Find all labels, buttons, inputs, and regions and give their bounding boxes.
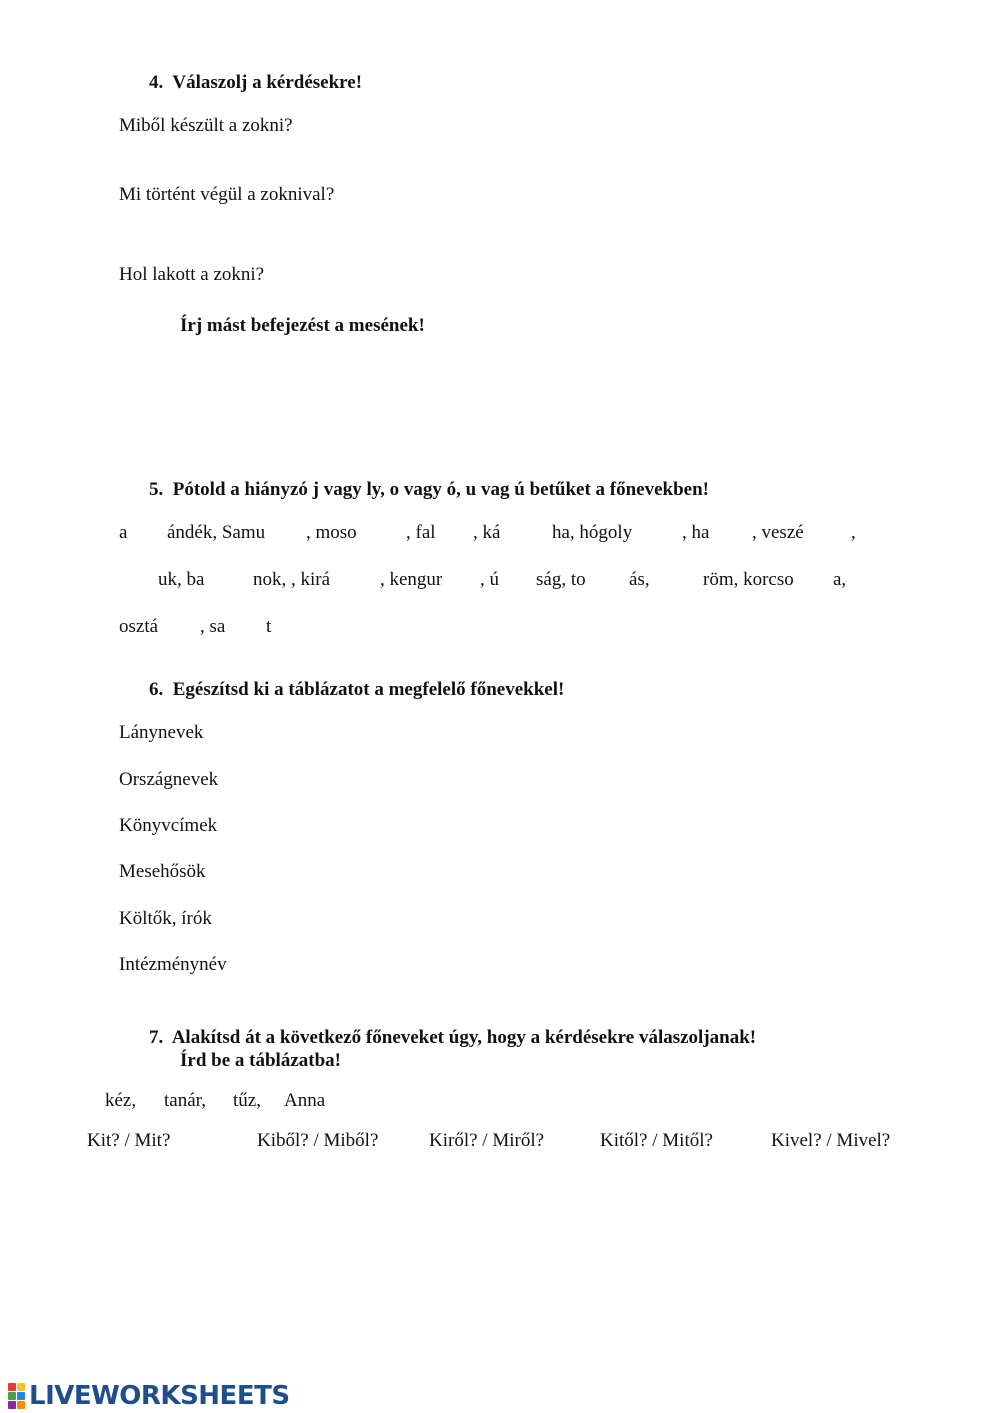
q5-fragment: a (119, 522, 128, 543)
q5-fragment: , sa (200, 616, 226, 637)
q4-heading: 4. Válaszolj a kérdésekre! (149, 72, 363, 93)
q5-fragment: , ká (473, 522, 501, 543)
q6-row-label: Könyvcímek (119, 815, 218, 836)
q6-row-label: Mesehősök (119, 861, 206, 882)
q6-row-label: Országnevek (119, 769, 219, 790)
q5-fragment: nok, , kirá (253, 569, 331, 590)
q4-question-1: Miből készült a zokni? (119, 115, 293, 136)
q5-fragment: ás, (629, 569, 650, 590)
q5-fragment: ság, to (536, 569, 586, 590)
q5-fragment: , ú (480, 569, 499, 590)
q7-heading: 7. Alakítsd át a következő főneveket úgy, hogy a kérdésekre válaszoljanak! (149, 1027, 757, 1048)
q5-fragment: , ha (682, 522, 710, 543)
q7-word: tűz, (233, 1090, 261, 1111)
q5-fragment: , veszé (752, 522, 804, 543)
q7-column-header: Kiből? / Miből? (257, 1130, 379, 1151)
q5-fragment: a, (833, 569, 847, 590)
liveworksheets-logo[interactable] (8, 1382, 290, 1410)
q7-column-header: Kivel? / Mivel? (771, 1130, 891, 1151)
q4-question-3: Hol lakott a zokni? (119, 264, 265, 285)
q7-column-header: Kitől? / Mitől? (600, 1130, 713, 1151)
q7-column-header: Kiről? / Miről? (429, 1130, 545, 1151)
q5-fragment: osztá (119, 616, 159, 637)
q6-row-label: Intézménynév (119, 954, 227, 975)
q5-heading: 5. Pótold a hiányzó j vagy ly, o vagy ó, u vag ú betűket a főnevekben! (149, 479, 710, 500)
q7-heading-line-2: Írd be a táblázatba! (180, 1050, 341, 1071)
q7-word: tanár, (164, 1090, 206, 1111)
q5-fragment: t (266, 616, 272, 637)
logo-block (17, 1383, 25, 1391)
q5-fragment: , fal (406, 522, 436, 543)
q4-question-2: Mi történt végül a zoknival? (119, 184, 335, 205)
liveworksheets-logo-icon (8, 1383, 25, 1409)
q6-heading: 6. Egészítsd ki a táblázatot a megfelelő főnevekkel! (149, 679, 565, 700)
q5-fragment: , moso (306, 522, 357, 543)
logo-block (17, 1401, 25, 1409)
logo-block (17, 1392, 25, 1400)
q5-fragment: , (851, 522, 856, 543)
q5-fragment: uk, ba (158, 569, 205, 590)
logo-block (8, 1383, 16, 1391)
q5-fragment: , kengur (380, 569, 443, 590)
q7-column-header: Kit? / Mit? (87, 1130, 171, 1151)
q5-fragment: ha, hógoly (552, 522, 633, 543)
q6-row-label: Költők, írók (119, 908, 212, 929)
logo-text: LIVEWORKSHEETS (29, 1381, 290, 1411)
q5-fragment: ándék, Samu (167, 522, 266, 543)
q7-word: kéz, (105, 1090, 137, 1111)
logo-block (8, 1401, 16, 1409)
q4-task: Írj mást befejezést a mesének! (180, 315, 425, 336)
q6-row-label: Lánynevek (119, 722, 204, 743)
q5-fragment: röm, korcso (703, 569, 794, 590)
q7-word: Anna (284, 1090, 326, 1111)
logo-block (8, 1392, 16, 1400)
